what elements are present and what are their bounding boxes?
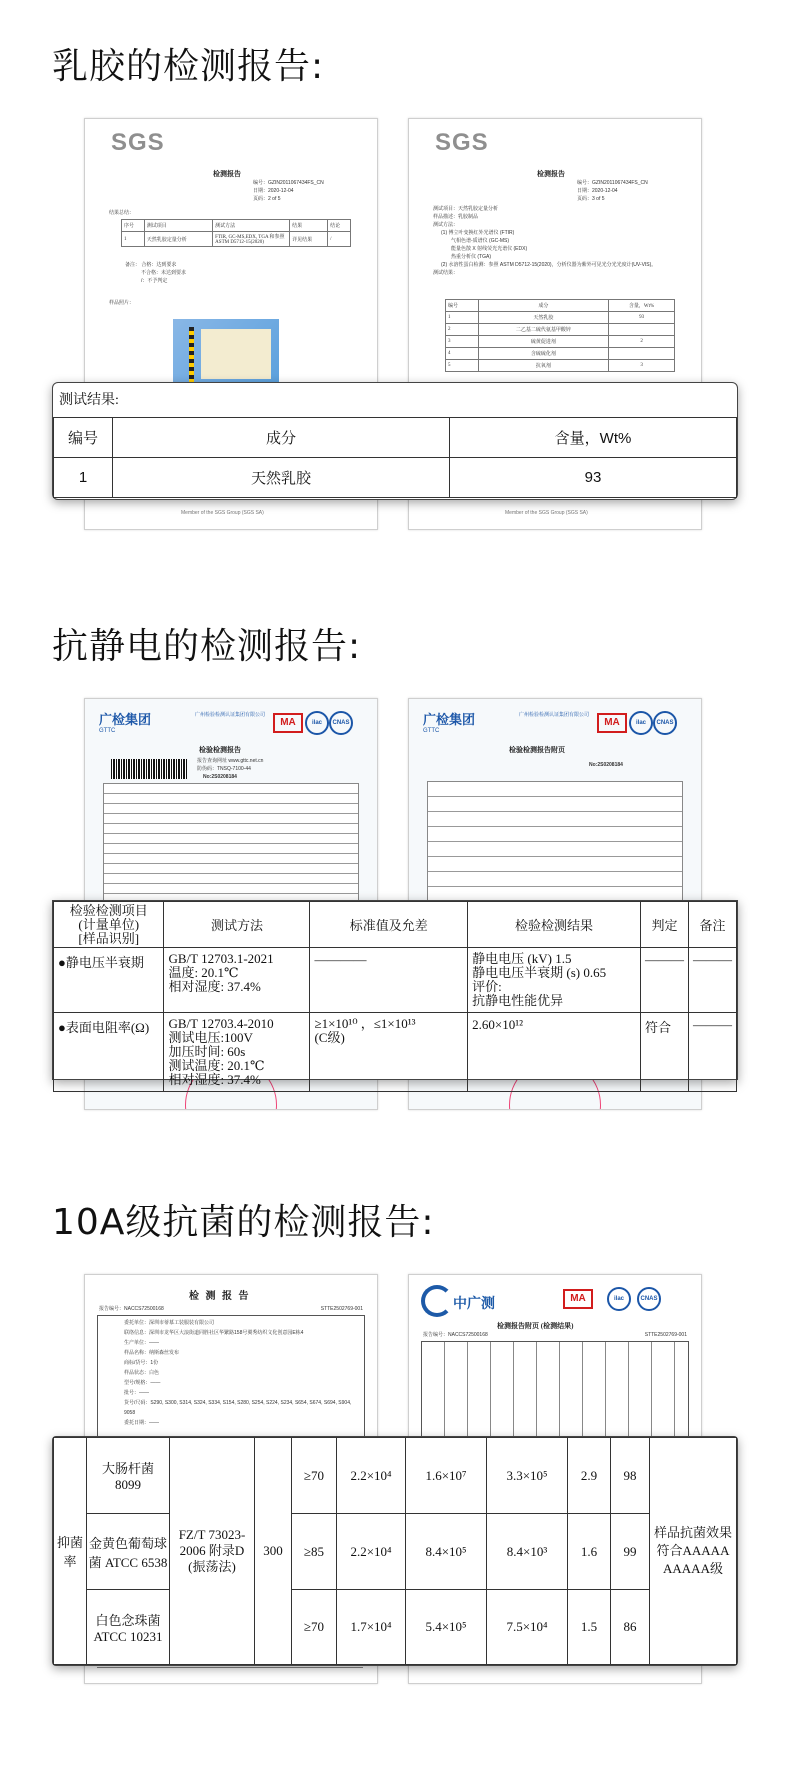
- cell-rate: 99: [611, 1514, 650, 1590]
- latex-result-table: [53, 417, 737, 498]
- cell-count: 300: [255, 1438, 292, 1665]
- cell-organism: 金黄色葡萄球菌 ATCC 6538: [87, 1514, 170, 1590]
- cell-content: 93: [450, 458, 737, 498]
- cell-c1: 1.7×10⁴: [337, 1590, 406, 1665]
- antibacterial-report-appendix: 中广测 MA ilac CNAS 检测报告附页 (检测结果) 报告编号：NACCS72500168 STTE2502769-001: [408, 1274, 702, 1684]
- report-title: 检测报告附页 (检测结果): [497, 1322, 574, 1330]
- cell-judge: ———: [640, 948, 688, 1013]
- cell-c3: 7.5×10⁴: [487, 1590, 568, 1665]
- report-title: 检验检测报告附页: [509, 746, 565, 754]
- latex-heading: 乳胶的检测报告:: [52, 46, 325, 87]
- barcode: [111, 759, 187, 779]
- cell-log: 2.9: [568, 1438, 611, 1514]
- result-label: 测试结果:: [59, 393, 119, 408]
- cell-result: 2.60×10¹²: [468, 1013, 641, 1092]
- report-meta: 编号：GZIN2011067434FS_CN 日期：2020-12-04 页码：3 of 5: [577, 180, 648, 202]
- cell-judge: 符合: [640, 1013, 688, 1092]
- cell-log: 1.5: [568, 1590, 611, 1665]
- cell-std: ≥85: [292, 1514, 337, 1590]
- cnas-badge: CNAS: [637, 1287, 661, 1311]
- col-no: 编号: [54, 418, 113, 458]
- latex-report-page-2: SGS 检测报告 编号：GZIN2011067434FS_CN 日期：2020-12-04 页码：2 of 5 结果总结： 序号 测试项目 测试方法 结果 结论 1 天然乳胶定量分析 FTIR, GC-MS,EDX, TGA 和参照 ASTM D5712-15(2020) 详见结果 / 备注： 合格：达到要求 不合格：未达到要求 /：不予判定 样品照片： Member of the SGS Group (SGS SA): [84, 118, 378, 530]
- report-title: 检测报告: [213, 170, 241, 178]
- latex-report-page-3: SGS 检测报告 编号：GZIN2011067434FS_CN 日期：2020-12-04 页码：3 of 5 测试项目：天然乳胶定量分析 样品描述：乳胶制品 测试方法： (1) 傅立叶变换红外光谱仪 (FTIR) 气相色谱-质谱仪 (GC-MS) 能量色散 X 射线荧光光谱仪 (EDX) 热重分析仪 (TGA) (2) 水溶性蛋白检测：参照 ASTM D5712-15(2020)，分析仪器为紫外可见光分光光度计(UV-VIS)。 测试结果： 编号 成分 含量，Wt% 1 天然乳胶 93 2 二乙基二硫代氨基甲酸锌 3 硫黄促进剂 2 4 含硫硫化剂 5 抗氧剂 3 Member of the SGS Group (SGS SA): [408, 118, 702, 530]
- antistatic-heading: 抗静电的检测报告:: [52, 626, 362, 667]
- cell-note: ———: [689, 1013, 737, 1092]
- cell-method: GB/T 12703.1-2021 温度: 20.1℃ 相对湿度: 37.4%: [164, 948, 310, 1013]
- ilac-badge: ilac: [607, 1287, 631, 1311]
- cell-c1: 2.2×10⁴: [337, 1438, 406, 1514]
- antibacterial-report-cover: 检 测 报 告 报告编号：NACCS72500168 STTE2502769-001 委托单位：深圳市蒂慕工装服装有限公司 联络信息：深圳市龙华区大浪街道同胜社区华繁路158号翼秀纺织文化创意园E栋4 生产单位：—— 样品名称：纳斯森丝发布 商标/货号：1份 样品状态：白色 型号/规格：—— 批号：—— 货号/尺码：S290, S300, S314, S324, S334, S154, S280, S254, S224, S234, S654, S674, S694, S904, 9058 委托日期：——: [84, 1274, 378, 1684]
- antistatic-result-table: [53, 901, 737, 1092]
- report-title: 检 测 报 告: [189, 1291, 251, 1302]
- cell-method: GB/T 12703.4-2010 测试电压:100V 加压时间: 60s 测试温度: 20.1℃ 相对湿度: 37.4%: [164, 1013, 310, 1092]
- gttc-logo: 广检集团 GTTC: [99, 712, 152, 734]
- report-title: 检测报告: [537, 170, 565, 178]
- cnas-badge: CNAS: [329, 711, 353, 735]
- cell-c1: 2.2×10⁴: [337, 1514, 406, 1590]
- photo-label: 样品照片：: [109, 300, 135, 306]
- col-result: 检验检测结果: [468, 902, 641, 948]
- cell-note: ———: [689, 948, 737, 1013]
- cma-badge: MA: [273, 713, 303, 733]
- ilac-badge: ilac: [629, 711, 653, 735]
- cell-c2: 1.6×10⁷: [406, 1438, 487, 1514]
- antibacterial-heading: 10A级抗菌的检测报告:: [52, 1202, 435, 1243]
- antibacterial-result-overlay: [52, 1436, 738, 1666]
- test-description: 测试项目：天然乳胶定量分析 样品描述：乳胶制品 测试方法： (1) 傅立叶变换红外光谱仪 (FTIR) 气相色谱-质谱仪 (GC-MS) 能量色散 X 射线荧光光谱仪 (EDX) 热重分析仪 (TGA) (2) 水溶性蛋白检测：参照 ASTM D5712-15(2020)，分析仪器为紫外可见光分光光度计(UV-VIS)。 测试结果：: [433, 206, 657, 276]
- client-info-box: 委托单位：深圳市蒂慕工装服装有限公司 联络信息：深圳市龙华区大浪街道同胜社区华繁路158号翼秀纺织文化创意园E栋4 生产单位：—— 样品名称：纳斯森丝发布 商标/货号：1份 样品状态：白色 型号/规格：—— 批号：—— 货号/尺码：S290, S300, S314, S324, S334, S154, S280, S254, S224, S234, S654, S674, S694, S904, 9058 委托日期：——: [97, 1315, 365, 1437]
- gttc-logo: 广检集团 GTTC: [423, 712, 476, 734]
- antistatic-report-appendix: 广检集团 GTTC 广州检验检测认证集团有限公司 MA ilac CNAS 检验检测报告附页 No:2S0208184: [408, 698, 702, 1110]
- cell-group: 抑菌率: [54, 1438, 87, 1665]
- col-component: 成分: [113, 418, 450, 458]
- cell-no: 1: [54, 458, 113, 498]
- summary-table: 序号 测试项目 测试方法 结果 结论 1 天然乳胶定量分析 FTIR, GC-MS,EDX, TGA 和参照 ASTM D5712-15(2020) 详见结果 /: [121, 219, 351, 247]
- sgs-logo: SGS: [111, 129, 165, 156]
- antistatic-report-cover: 广检集团 GTTC 广州检验检测认证集团有限公司 MA ilac CNAS 检验检测报告 报告查询网址 www.gttc.net.cn 防伪码：TNSQ-7100-44 No:2S0208184: [84, 698, 378, 1110]
- report-meta: 编号：GZIN2011067434FS_CN 日期：2020-12-04 页码：2 of 5: [253, 180, 324, 202]
- antibacterial-result-table: [53, 1437, 737, 1665]
- cell-component: 天然乳胶: [113, 458, 450, 498]
- col-method: 测试方法: [164, 902, 310, 948]
- cnas-badge: CNAS: [653, 711, 677, 735]
- cell-item: ●静电压半衰期: [54, 948, 164, 1013]
- zgc-logo: 中广测: [453, 1296, 495, 1312]
- cell-standard: ≥1×10¹⁰ ，≤1×10¹³ (C级): [310, 1013, 468, 1092]
- col-standard: 标准值及允差: [310, 902, 468, 948]
- cell-std: ≥70: [292, 1438, 337, 1514]
- cell-c2: 5.4×10⁵: [406, 1590, 487, 1665]
- cell-c3: 8.4×10³: [487, 1514, 568, 1590]
- cell-method: FZ/T 73023-2006 附录D (振荡法): [170, 1438, 255, 1665]
- cell-c3: 3.3×10⁵: [487, 1438, 568, 1514]
- col-content: 含量，Wt%: [450, 418, 737, 458]
- col-note: 备注: [689, 902, 737, 948]
- sgs-logo: SGS: [435, 129, 489, 156]
- cell-organism: 大肠杆菌 8099: [87, 1438, 170, 1514]
- result-table: 编号 成分 含量，Wt% 1 天然乳胶 93 2 二乙基二硫代氨基甲酸锌 3 硫黄促进剂 2 4 含硫硫化剂 5 抗氧剂 3: [445, 299, 675, 372]
- cma-badge: MA: [563, 1289, 593, 1309]
- ilac-badge: ilac: [305, 711, 329, 735]
- cell-organism: 白色念珠菌 ATCC 10231: [87, 1590, 170, 1665]
- latex-result-overlay: [52, 382, 738, 500]
- cell-result: 静电电压 (kV) 1.5 静电电压半衰期 (s) 0.65 评价: 抗静电性能优异: [468, 948, 641, 1013]
- summary-label: 结果总结：: [109, 210, 135, 216]
- zgc-logo-ring: [421, 1285, 453, 1317]
- cell-rate: 98: [611, 1438, 650, 1514]
- col-item: 检验检测项目 (计量单位) [样品识别]: [54, 902, 164, 948]
- sample-photo: [173, 319, 279, 389]
- cell-std: ≥70: [292, 1590, 337, 1665]
- cell-log: 1.6: [568, 1514, 611, 1590]
- cma-badge: MA: [597, 713, 627, 733]
- cell-c2: 8.4×10⁵: [406, 1514, 487, 1590]
- notes: 备注： 合格：达到要求 不合格：未达到要求 /：不予判定: [125, 262, 187, 284]
- cell-item: ●表面电阻率(Ω): [54, 1013, 164, 1092]
- col-judge: 判定: [640, 902, 688, 948]
- cell-rate: 86: [611, 1590, 650, 1665]
- cell-conclusion: 样品抗菌效果符合AAAAAAAAAA级: [650, 1438, 737, 1665]
- antistatic-result-overlay: [52, 900, 738, 1087]
- cell-standard: ————: [310, 948, 468, 1013]
- report-title: 检验检测报告: [199, 746, 241, 754]
